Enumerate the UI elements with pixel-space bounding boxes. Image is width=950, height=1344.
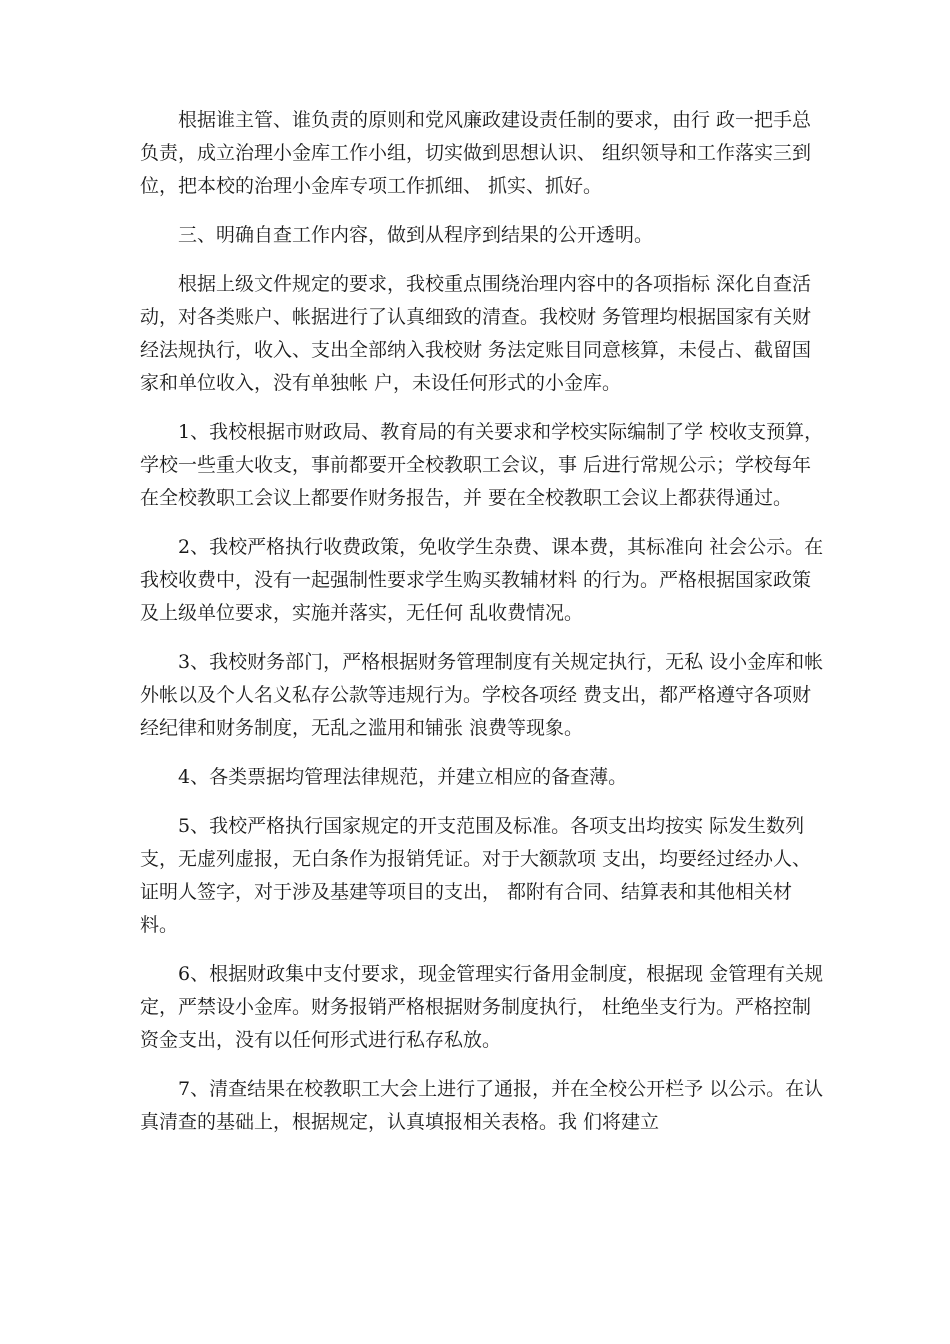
- paragraph-leadership: 根据谁主管、谁负责的原则和党风廉政建设责任制的要求，由行 政一把手总负责，成立治理小金库工作小组，切实做到思想认识、 组织领导和工作落实三到位，把本校的治理小金库专项工作抓细、 抓实、抓好。: [140, 109, 812, 197]
- paragraph-item-6: 6、根据财政集中支付要求，现金管理实行备用金制度，根据现 金管理有关规定，严禁设小金库。财务报销严格根据财务制度执行， 杜绝坐支行为。严格控制资金支出，没有以任何形式进行私存私放。: [140, 963, 824, 1051]
- document-body: [140, 104, 830, 1155]
- paragraph-self-inspection: 根据上级文件规定的要求，我校重点围绕治理内容中的各项指标 深化自查活动，对各类账户、帐据进行了认真细致的清查。我校财 务管理均根据国家有关财经法规执行，收入、支出全部纳入我校财 务法定账目同意核算，未侵占、截留国家和单位收入，没有单独帐 户，未设任何形式的小金库。: [140, 273, 812, 394]
- section-heading-three: 三、明确自查工作内容，做到从程序到结果的公开透明。: [178, 224, 654, 246]
- paragraph-item-1: 1、我校根据市财政局、教育局的有关要求和学校实际编制了学 校收支预算，学校一些重大收支，事前都要开全校教职工会议，事 后进行常规公示；学校每年在全校教职工会议上都要作财务报告，并 要在全校教职工会议上都获得通过。: [140, 421, 824, 509]
- paragraph-item-7: 7、清查结果在校教职工大会上进行了通报，并在全校公开栏予 以公示。在认真清查的基础上，根据规定，认真填报相关表格。我 们将建立: [140, 1078, 824, 1133]
- paragraph-item-5: 5、我校严格执行国家规定的开支范围及标准。各项支出均按实 际发生数列支，无虚列虚报，无白条作为报销凭证。对于大额款项 支出，均要经过经办人、证明人签字，对于涉及基建等项目的支出， 都附有合同、结算表和其他相关材料。: [140, 815, 812, 936]
- paragraph-item-2: 2、我校严格执行收费政策，免收学生杂费、课本费，其标准向 社会公示。在我校收费中，没有一起强制性要求学生购买教辅材料 的行为。严格根据国家政策及上级单位要求，实施并落实，无任何 乱收费情况。: [140, 536, 824, 624]
- paragraph-item-3: 3、我校财务部门，严格根据财务管理制度有关规定执行，无私 设小金库和帐外帐以及个人名义私存公款等违规行为。学校各项经 费支出，都严格遵守各项财经纪律和财务制度，无乱之滥用和铺张 浪费等现象。: [140, 651, 824, 739]
- paragraph-item-4: 4、各类票据均管理法律规范，并建立相应的备查薄。: [178, 766, 628, 788]
